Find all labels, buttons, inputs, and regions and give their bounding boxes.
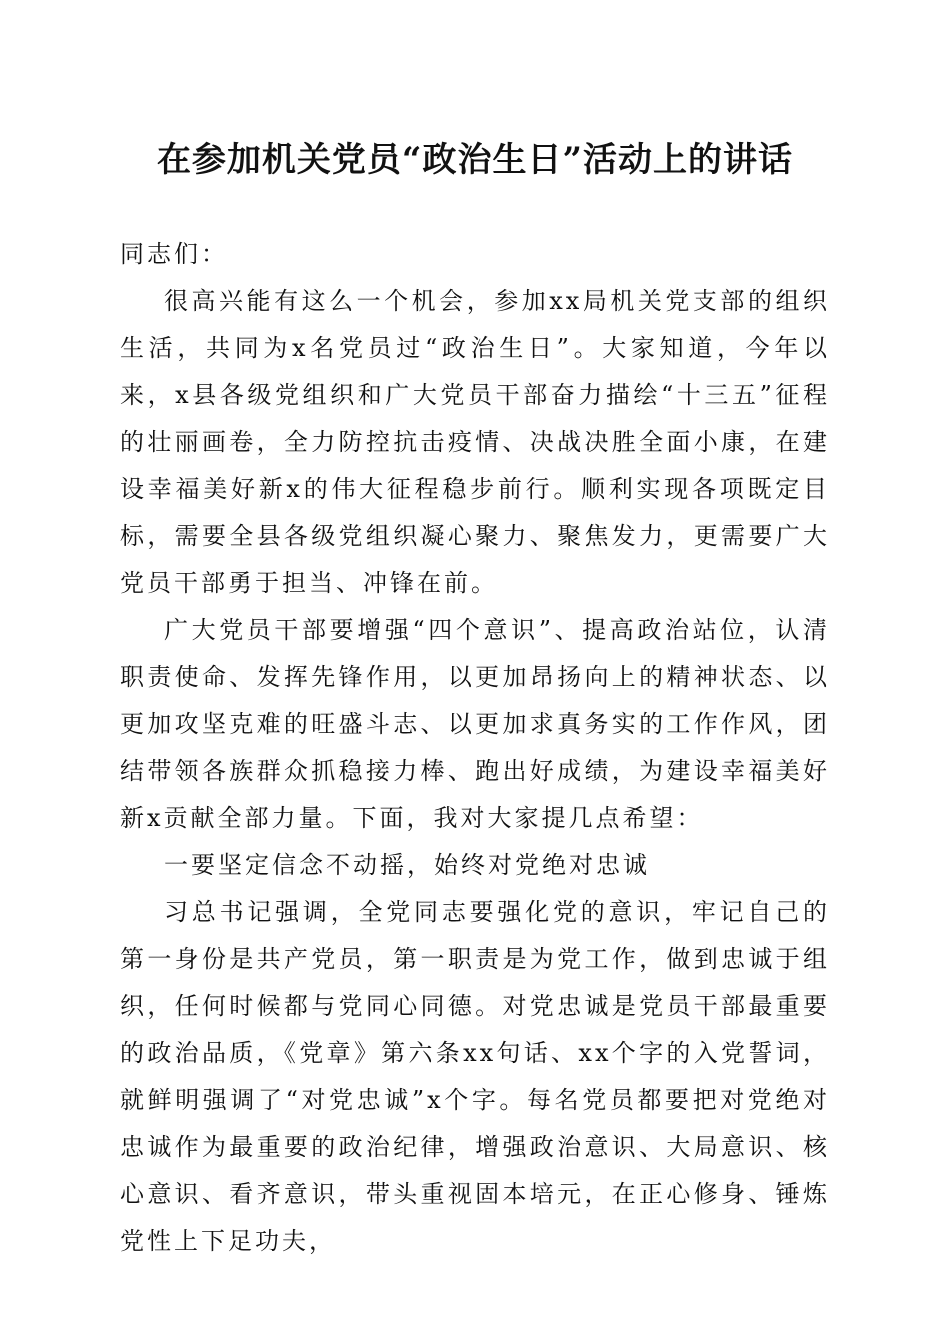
- paragraph-expectations: 广大党员干部要增强“四个意识”、提高政治站位，认清职责使命、发挥先锋作用，以更加昂扬向上的精神状态、以更加攻坚克难的旺盛斗志、以更加求真务实的工作作风，团结带领各族群众抓稳接力棒、跑出好成绩，为建设幸福美好新x贡献全部力量。下面，我对大家提几点希望：: [120, 616, 830, 832]
- document-body: [120, 231, 830, 1265]
- document-title: 在参加机关党员“政治生日”活动上的讲话: [156, 140, 794, 180]
- paragraph-opening: 很高兴能有这么一个机会，参加xx局机关党支部的组织生活，共同为x名党员过“政治生日”。大家知道，今年以来，x县各级党组织和广大党员干部奋力描绘“十三五”征程的壮丽画卷，全力防控抗击疫情、决战决胜全面小康，在建设幸福美好新x的伟大征程稳步前行。顺利实现各项既定目标，需要全县各级党组织凝心聚力、聚焦发力，更需要广大党员干部勇于担当、冲锋在前。: [120, 287, 830, 597]
- section-heading-1: 一要坚定信念不动摇，始终对党绝对忠诚: [164, 851, 650, 879]
- salutation: 同志们：: [120, 240, 228, 268]
- paragraph-loyalty: 习总书记强调，全党同志要强化党的意识，牢记自己的第一身份是共产党员，第一职责是为党工作，做到忠诚于组织，任何时候都与党同心同德。对党忠诚是党员干部最重要的政治品质，《党章》第六条xx句话、xx个字的入党誓词，就鲜明强调了“对党忠诚”x个字。每名党员都要把对党绝对忠诚作为最重要的政治纪律，增强政治意识、大局意识、核心意识、看齐意识，带头重视固本培元，在正心修身、锤炼党性上下足功夫，: [120, 898, 830, 1255]
